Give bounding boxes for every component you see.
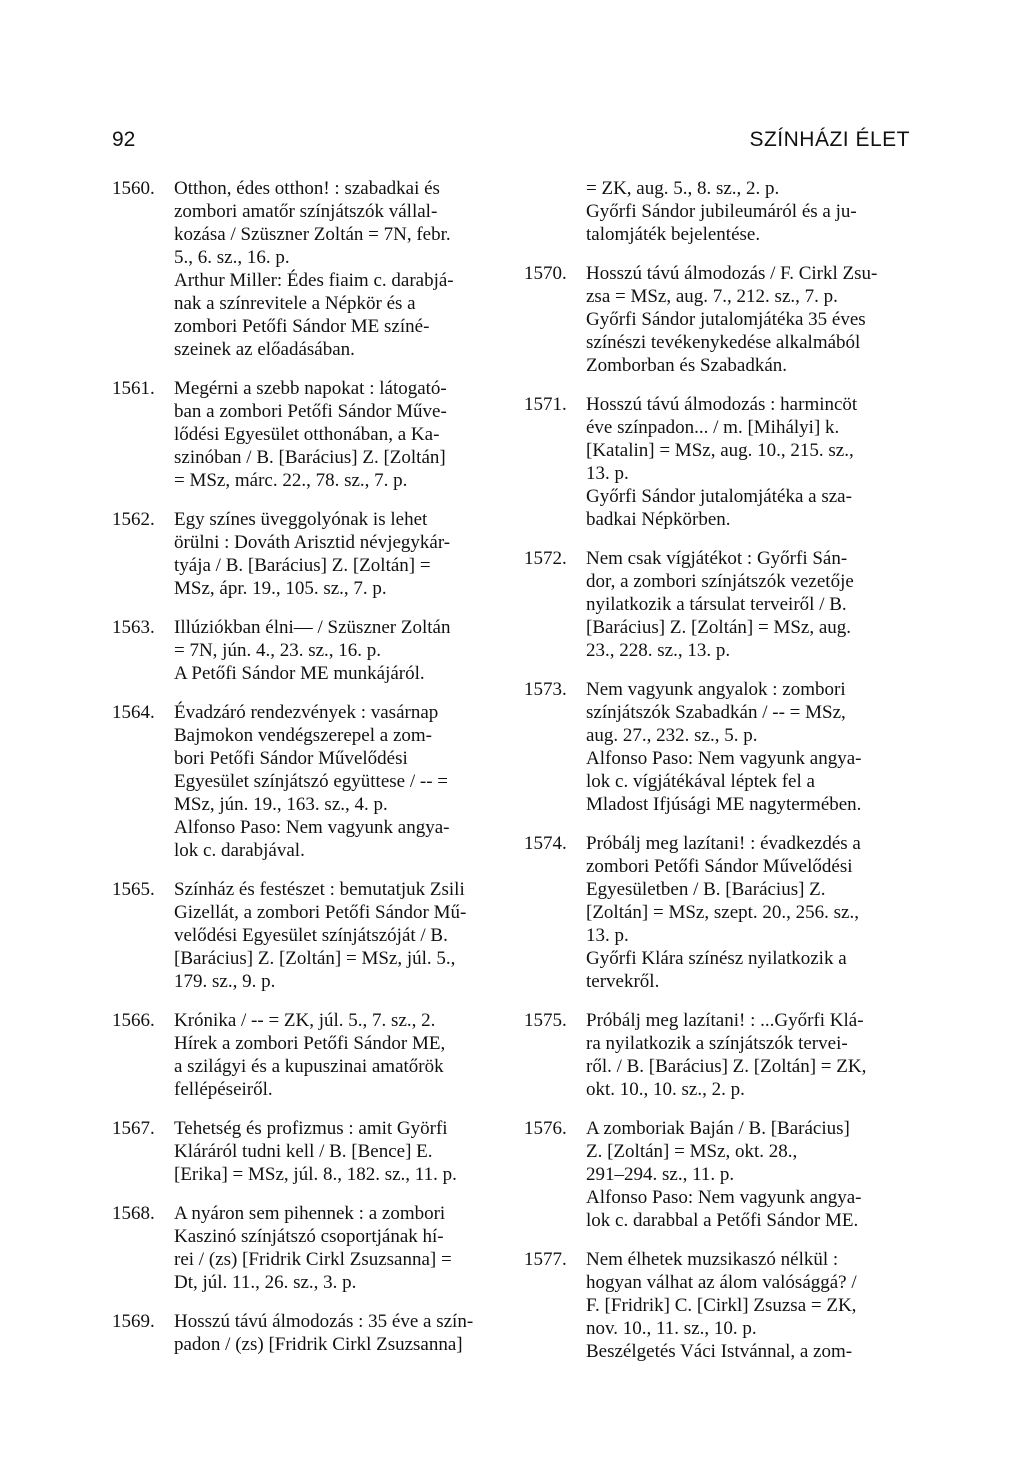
entry-line: Alfonso Paso: Nem vagyunk angya- <box>586 1187 862 1208</box>
entry-line: Gizellát, a zombori Petőfi Sándor Mű- <box>174 902 467 923</box>
bibliography-entry <box>524 547 916 662</box>
bibliography-entry <box>524 1248 916 1363</box>
entry-line: MSz, ápr. 19., 105. sz., 7. p. <box>174 578 387 599</box>
page-number: 92 <box>112 128 136 151</box>
entry-number: 1562. <box>112 509 155 530</box>
entry-line: [Katalin] = MSz, aug. 10., 215. sz., <box>586 440 854 461</box>
entry-text <box>586 678 916 816</box>
entry-number: 1571. <box>524 394 567 415</box>
entry-line: bori Petőfi Sándor Művelődési <box>174 748 408 769</box>
entry-line: fellépéseiről. <box>174 1079 273 1100</box>
entry-number: 1572. <box>524 548 567 569</box>
entry-line: Próbálj meg lazítani! : évadkezdés a <box>586 833 861 854</box>
entry-text <box>174 878 502 993</box>
entry-line: zombori amatőr színjátszók vállal- <box>174 201 438 222</box>
entry-line: velődési Egyesület színjátszóját / B. <box>174 925 448 946</box>
entry-line: szinóban / B. [Barácius] Z. [Zoltán] <box>174 447 446 468</box>
entry-line: lok c. darabbal a Petőfi Sándor ME. <box>586 1210 859 1231</box>
entry-text <box>174 377 502 492</box>
entry-text <box>586 177 916 246</box>
entry-number: 1577. <box>524 1249 567 1270</box>
entry-line: [Barácius] Z. [Zoltán] = MSz, aug. <box>586 617 852 638</box>
entry-line: nov. 10., 11. sz., 10. p. <box>586 1318 757 1339</box>
entry-line: = ZK, aug. 5., 8. sz., 2. p. <box>586 178 780 199</box>
entry-line: a szilágyi és a kupuszinai amatőrök <box>174 1056 444 1077</box>
bibliography-entry <box>524 393 916 531</box>
entry-number <box>524 177 586 246</box>
entry-line: Győrfi Klára színész nyilatkozik a <box>586 948 847 969</box>
entry-line: padon / (zs) [Fridrik Cirkl Zsuzsanna] <box>174 1334 463 1355</box>
entry-line: Megérni a szebb napokat : látogató- <box>174 378 447 399</box>
entry-number: 1569. <box>112 1311 155 1332</box>
entry-number: 1561. <box>112 378 155 399</box>
entry-line: Hosszú távú álmodozás : harmincöt <box>586 394 858 415</box>
entry-line: 23., 228. sz., 13. p. <box>586 640 731 661</box>
entry-number: 1575. <box>524 1010 567 1031</box>
entry-line: MSz, jún. 19., 163. sz., 4. p. <box>174 794 388 815</box>
entry-number: 1566. <box>112 1010 155 1031</box>
entry-text <box>174 1009 502 1101</box>
entry-text <box>586 1117 916 1232</box>
entry-line: Győrfi Sándor jutalomjátéka 35 éves <box>586 309 866 330</box>
running-title: SZÍNHÁZI ÉLET <box>749 128 910 151</box>
entry-text <box>586 262 916 377</box>
entry-text <box>174 701 502 862</box>
entry-text <box>586 393 916 531</box>
entry-line: okt. 10., 10. sz., 2. p. <box>586 1079 745 1100</box>
entry-line: színjátszók Szabadkán / -- = MSz, <box>586 702 846 723</box>
entry-line: zsa = MSz, aug. 7., 212. sz., 7. p. <box>586 286 838 307</box>
entry-line: Nem csak vígjátékot : Győrfi Sán- <box>586 548 848 569</box>
bibliography-entry <box>112 1117 502 1186</box>
entry-line: Hosszú távú álmodozás : 35 éve a szín- <box>174 1311 474 1332</box>
entry-line: Bajmokon vendégszerepel a zom- <box>174 725 432 746</box>
bibliography-entry <box>524 832 916 993</box>
entry-line: rei / (zs) [Fridrik Cirkl Zsuzsanna] = <box>174 1249 452 1270</box>
entry-line: Beszélgetés Váci Istvánnal, a zom- <box>586 1341 853 1362</box>
entry-line: zombori Petőfi Sándor ME színé- <box>174 316 430 337</box>
bibliography-entry <box>112 701 502 862</box>
entry-line: Hírek a zombori Petőfi Sándor ME, <box>174 1033 446 1054</box>
entry-text <box>174 508 502 600</box>
entry-line: Mladost Ifjúsági ME nagytermében. <box>586 794 862 815</box>
entry-line: 13. p. <box>586 463 629 484</box>
entry-line: Győrfi Sándor jutalomjátéka a sza- <box>586 486 852 507</box>
bibliography-entry <box>524 262 916 377</box>
entry-number: 1567. <box>112 1118 155 1139</box>
entry-line: talomjáték bejelentése. <box>586 224 761 245</box>
entry-number: 1564. <box>112 702 155 723</box>
entry-line: 179. sz., 9. p. <box>174 971 276 992</box>
entry-text <box>174 177 502 361</box>
entry-text <box>586 1009 916 1101</box>
entry-line: színészi tevékenykedése alkalmából <box>586 332 861 353</box>
entry-line: ről. / B. [Barácius] Z. [Zoltán] = ZK, <box>586 1056 867 1077</box>
entry-line: aug. 27., 232. sz., 5. p. <box>586 725 758 746</box>
entry-line: lok c. vígjátékával léptek fel a <box>586 771 815 792</box>
entry-line: 5., 6. sz., 16. p. <box>174 247 290 268</box>
entry-line: nyilatkozik a társulat terveiről / B. <box>586 594 847 615</box>
entry-number: 1560. <box>112 178 155 199</box>
entry-line: badkai Népkörben. <box>586 509 731 530</box>
entry-number: 1576. <box>524 1118 567 1139</box>
entry-line: szeinek az előadásában. <box>174 339 355 360</box>
entry-number: 1568. <box>112 1203 155 1224</box>
entry-line: Zomborban és Szabadkán. <box>586 355 788 376</box>
entry-line: Z. [Zoltán] = MSz, okt. 28., <box>586 1141 798 1162</box>
entry-text <box>174 616 502 685</box>
bibliography-entry <box>112 1009 502 1101</box>
entry-text <box>586 547 916 662</box>
entry-line: A nyáron sem pihennek : a zombori <box>174 1203 446 1224</box>
entry-text <box>174 1310 502 1356</box>
entry-line: Színház és festészet : bemutatjuk Zsili <box>174 879 465 900</box>
entry-line: Kaszinó színjátszó csoportjának hí- <box>174 1226 444 1247</box>
entry-line: kozása / Szüszner Zoltán = 7N, febr. <box>174 224 451 245</box>
entry-line: = 7N, jún. 4., 23. sz., 16. p. <box>174 640 382 661</box>
page-header <box>112 128 910 156</box>
entry-line: nak a színrevitele a Népkör és a <box>174 293 416 314</box>
entry-line: Illúziókban élni— / Szüszner Zoltán <box>174 617 451 638</box>
bibliography-entry <box>112 177 502 361</box>
entry-text <box>586 1248 916 1363</box>
entry-line: Egyesület színjátszó együttese / -- = <box>174 771 448 792</box>
entry-line: Otthon, édes otthon! : szabadkai és <box>174 178 440 199</box>
entry-line: Nem vagyunk angyalok : zombori <box>586 679 846 700</box>
entry-line: Győrfi Sándor jubileumáról és a ju- <box>586 201 857 222</box>
bibliography-entry <box>112 1202 502 1294</box>
entry-line: Arthur Miller: Édes fiaim c. darabjá- <box>174 270 454 291</box>
entry-text <box>174 1202 502 1294</box>
entry-line: ra nyilatkozik a színjátszók tervei- <box>586 1033 848 1054</box>
entry-line: hogyan válhat az álom valósággá? / <box>586 1272 857 1293</box>
entry-line: lok c. darabjával. <box>174 840 305 861</box>
entry-line: 291–294. sz., 11. p. <box>586 1164 735 1185</box>
entry-line: Krónika / -- = ZK, júl. 5., 7. sz., 2. <box>174 1010 436 1031</box>
entry-line: Nem élhetek muzsikaszó nélkül : <box>586 1249 839 1270</box>
entry-line: örülni : Dováth Arisztid névjegykár- <box>174 532 451 553</box>
entry-text <box>586 832 916 993</box>
entry-line: Hosszú távú álmodozás / F. Cirkl Zsu- <box>586 263 878 284</box>
entry-line: tyája / B. [Barácius] Z. [Zoltán] = <box>174 555 431 576</box>
entry-line: Alfonso Paso: Nem vagyunk angya- <box>174 817 450 838</box>
bibliography-entry <box>112 508 502 600</box>
entry-line: Tehetség és profizmus : amit Györfi <box>174 1118 448 1139</box>
entry-text <box>174 1117 502 1186</box>
entry-line: [Erika] = MSz, júl. 8., 182. sz., 11. p. <box>174 1164 457 1185</box>
entry-line: = MSz, márc. 22., 78. sz., 7. p. <box>174 470 408 491</box>
entry-line: [Barácius] Z. [Zoltán] = MSz, júl. 5., <box>174 948 456 969</box>
entry-line: Kláráról tudni kell / B. [Bence] E. <box>174 1141 433 1162</box>
bibliography-entry <box>112 616 502 685</box>
entry-line: lődési Egyesület otthonában, a Ka- <box>174 424 440 445</box>
entry-line: tervekről. <box>586 971 660 992</box>
entry-number: 1570. <box>524 263 567 284</box>
entry-number: 1574. <box>524 833 567 854</box>
bibliography-entry <box>524 678 916 816</box>
entry-line: Évadzáró rendezvények : vasárnap <box>174 702 439 723</box>
entry-line: Alfonso Paso: Nem vagyunk angya- <box>586 748 862 769</box>
entry-number: 1565. <box>112 879 155 900</box>
entry-number: 1563. <box>112 617 155 638</box>
right-column <box>524 177 916 1363</box>
bibliography-entry <box>524 1117 916 1232</box>
bibliography-entry <box>524 1009 916 1101</box>
entry-line: Próbálj meg lazítani! : ...Győrfi Klá- <box>586 1010 864 1031</box>
entry-line: [Zoltán] = MSz, szept. 20., 256. sz., <box>586 902 859 923</box>
entry-line: zombori Petőfi Sándor Művelődési <box>586 856 853 877</box>
bibliography-entry <box>112 878 502 993</box>
bibliography-entry <box>112 377 502 492</box>
entry-line: dor, a zombori színjátszók vezetője <box>586 571 854 592</box>
entry-line: F. [Fridrik] C. [Cirkl] Zsuzsa = ZK, <box>586 1295 857 1316</box>
bibliography-entry <box>112 1310 502 1356</box>
entry-line: 13. p. <box>586 925 629 946</box>
entry-number: 1573. <box>524 679 567 700</box>
entry-line: Dt, júl. 11., 26. sz., 3. p. <box>174 1272 357 1293</box>
entry-line: A Petőfi Sándor ME munkájáról. <box>174 663 425 684</box>
entry-line: Egyesületben / B. [Barácius] Z. <box>586 879 826 900</box>
bibliography-entry <box>524 177 916 246</box>
left-column <box>112 177 502 1356</box>
entry-line: éve színpadon... / m. [Mihályi] k. <box>586 417 840 438</box>
entry-line: ban a zombori Petőfi Sándor Műve- <box>174 401 447 422</box>
entry-line: Egy színes üveggolyónak is lehet <box>174 509 428 530</box>
entry-line: A zomboriak Baján / B. [Barácius] <box>586 1118 850 1139</box>
